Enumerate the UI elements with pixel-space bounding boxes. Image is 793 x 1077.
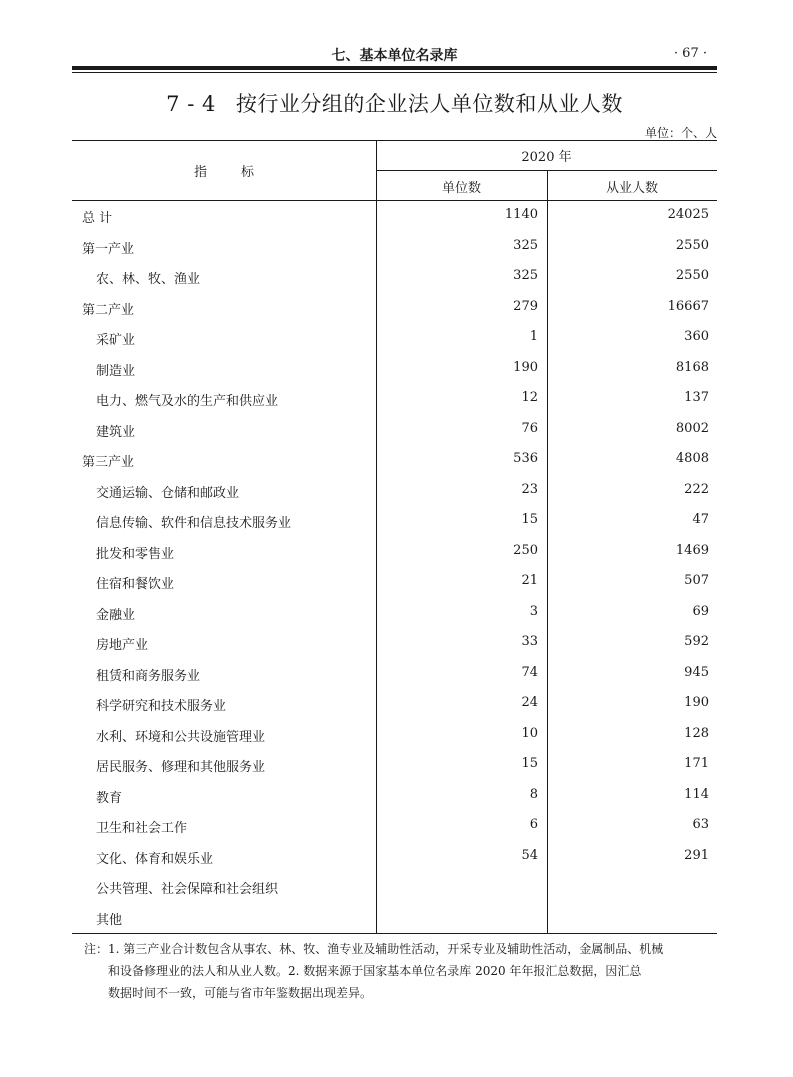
units-value: 15 xyxy=(521,512,538,527)
employees-value: 16667 xyxy=(667,298,709,314)
units-value: 74 xyxy=(521,664,538,680)
header-rule-thick xyxy=(72,66,717,70)
employees-value: 69 xyxy=(692,603,709,619)
table-row xyxy=(72,566,717,597)
employees-value: 63 xyxy=(692,817,709,832)
page-number: · 67 · xyxy=(673,46,707,61)
units-value: 1 xyxy=(529,329,538,344)
table-row xyxy=(72,627,717,658)
table-top-rule xyxy=(72,140,717,141)
employees-value: 2550 xyxy=(675,237,709,253)
table-title: 按行业分组的企业法人单位数和从业人数 xyxy=(235,92,623,116)
employees-value: 507 xyxy=(684,573,709,588)
table-row xyxy=(72,353,717,384)
employees-value: 4808 xyxy=(675,451,709,466)
employees-value: 8168 xyxy=(675,359,709,375)
row-label: 批发和零售业 xyxy=(96,546,175,562)
units-value: 24 xyxy=(521,695,538,710)
table-row xyxy=(72,322,717,353)
table-row xyxy=(72,505,717,536)
row-label: 房地产业 xyxy=(96,638,149,653)
table-row xyxy=(72,475,717,506)
row-label: 住宿和餐饮业 xyxy=(96,577,175,592)
units-value: 279 xyxy=(513,298,538,314)
row-label: 第二产业 xyxy=(82,302,135,318)
section-title: 七、基本单位名录库 xyxy=(331,48,458,64)
units-value: 3 xyxy=(529,603,538,619)
table-row xyxy=(72,414,717,445)
running-header xyxy=(72,44,717,64)
page-title xyxy=(72,88,717,118)
header-rule-thin xyxy=(72,72,717,73)
indicator-header: 指标 xyxy=(193,165,288,180)
row-label: 其他 xyxy=(96,912,123,928)
units-value: 33 xyxy=(521,634,538,649)
units-column-header: 单位数 xyxy=(441,181,481,196)
units-value: 10 xyxy=(521,725,538,741)
table-row xyxy=(72,444,717,475)
table-row xyxy=(72,688,717,719)
table-row xyxy=(72,902,717,933)
employees-value: 945 xyxy=(684,664,709,680)
units-value: 54 xyxy=(521,847,538,863)
row-label: 信息传输、软件和信息技术服务业 xyxy=(96,516,292,531)
footnote-line-3: 数据时间不一致，可能与省市年鉴数据出现差异。 xyxy=(108,986,373,1000)
row-label: 租赁和商务服务业 xyxy=(96,668,201,684)
table-number: 7 - 4 xyxy=(166,92,216,116)
table-body xyxy=(72,200,717,932)
table-bottom-rule xyxy=(72,933,717,934)
table-row xyxy=(72,597,717,628)
table-row xyxy=(72,780,717,811)
employees-value: 171 xyxy=(684,756,709,771)
table-row xyxy=(72,810,717,841)
units-value: 6 xyxy=(529,817,538,832)
table-row xyxy=(72,841,717,872)
row-label: 制造业 xyxy=(96,363,136,379)
employees-value: 8002 xyxy=(675,420,709,436)
employees-value: 291 xyxy=(684,847,709,863)
employees-value: 24025 xyxy=(667,207,709,222)
units-value: 190 xyxy=(513,359,538,375)
row-label: 采矿业 xyxy=(96,333,136,348)
table-row xyxy=(72,261,717,292)
row-label: 科学研究和技术服务业 xyxy=(96,699,227,714)
table-row xyxy=(72,536,717,567)
units-value: 325 xyxy=(513,268,538,283)
row-label: 交通运输、仓储和邮政业 xyxy=(96,485,240,501)
units-value: 8 xyxy=(529,786,538,802)
row-label: 第一产业 xyxy=(82,241,135,257)
table-row xyxy=(72,749,717,780)
units-value: 15 xyxy=(521,756,538,771)
units-value: 23 xyxy=(521,481,538,497)
row-label: 教育 xyxy=(96,790,123,806)
footnote-line-2: 和设备修理业的法人和从业人数。2. 数据来源于国家基本单位名录库 2020 年年报汇总数据，因汇总 xyxy=(108,964,642,978)
row-label: 电力、燃气及水的生产和供应业 xyxy=(96,394,279,409)
row-label: 第三产业 xyxy=(82,455,135,470)
row-label: 建筑业 xyxy=(96,424,136,440)
units-value: 536 xyxy=(513,451,538,466)
year-header: 2020 年 xyxy=(521,150,572,165)
table-row xyxy=(72,719,717,750)
employees-value: 137 xyxy=(684,390,709,405)
table-row xyxy=(72,231,717,262)
units-value: 325 xyxy=(513,237,538,253)
table-row xyxy=(72,200,717,231)
row-label: 公共管理、社会保障和社会组织 xyxy=(96,882,279,897)
employees-value: 2550 xyxy=(675,268,709,283)
employees-column-header: 从业人数 xyxy=(605,181,658,196)
table-row xyxy=(72,383,717,414)
unit-label: 单位：个、人 xyxy=(644,126,717,140)
row-label: 金融业 xyxy=(96,607,136,623)
units-value: 21 xyxy=(521,573,538,588)
employees-value: 190 xyxy=(684,695,709,710)
employees-value: 592 xyxy=(684,634,709,649)
table-row xyxy=(72,292,717,323)
row-label: 总 计 xyxy=(82,211,113,226)
row-label: 水利、环境和公共设施管理业 xyxy=(96,729,266,745)
units-value: 250 xyxy=(513,542,538,558)
table-row xyxy=(72,658,717,689)
employees-value: 114 xyxy=(684,786,709,802)
employees-value: 1469 xyxy=(675,542,709,558)
row-label: 农、林、牧、渔业 xyxy=(96,272,201,287)
employees-value: 222 xyxy=(684,481,709,497)
row-label: 文化、体育和娱乐业 xyxy=(96,851,214,867)
employees-value: 47 xyxy=(692,512,709,527)
employees-value: 128 xyxy=(684,725,709,741)
units-value: 12 xyxy=(521,390,538,405)
row-label: 居民服务、修理和其他服务业 xyxy=(96,760,266,775)
footnote-line-1: 注：1. 第三产业合计数包含从事农、林、牧、渔专业及辅助性活动，开采专业及辅助性活动，金属制品、机械 xyxy=(84,942,664,956)
units-value: 1140 xyxy=(504,207,538,222)
row-label: 卫生和社会工作 xyxy=(96,821,188,836)
units-value: 76 xyxy=(521,420,538,436)
employees-value: 360 xyxy=(684,329,709,344)
footnotes xyxy=(84,938,716,1004)
table-row xyxy=(72,871,717,902)
